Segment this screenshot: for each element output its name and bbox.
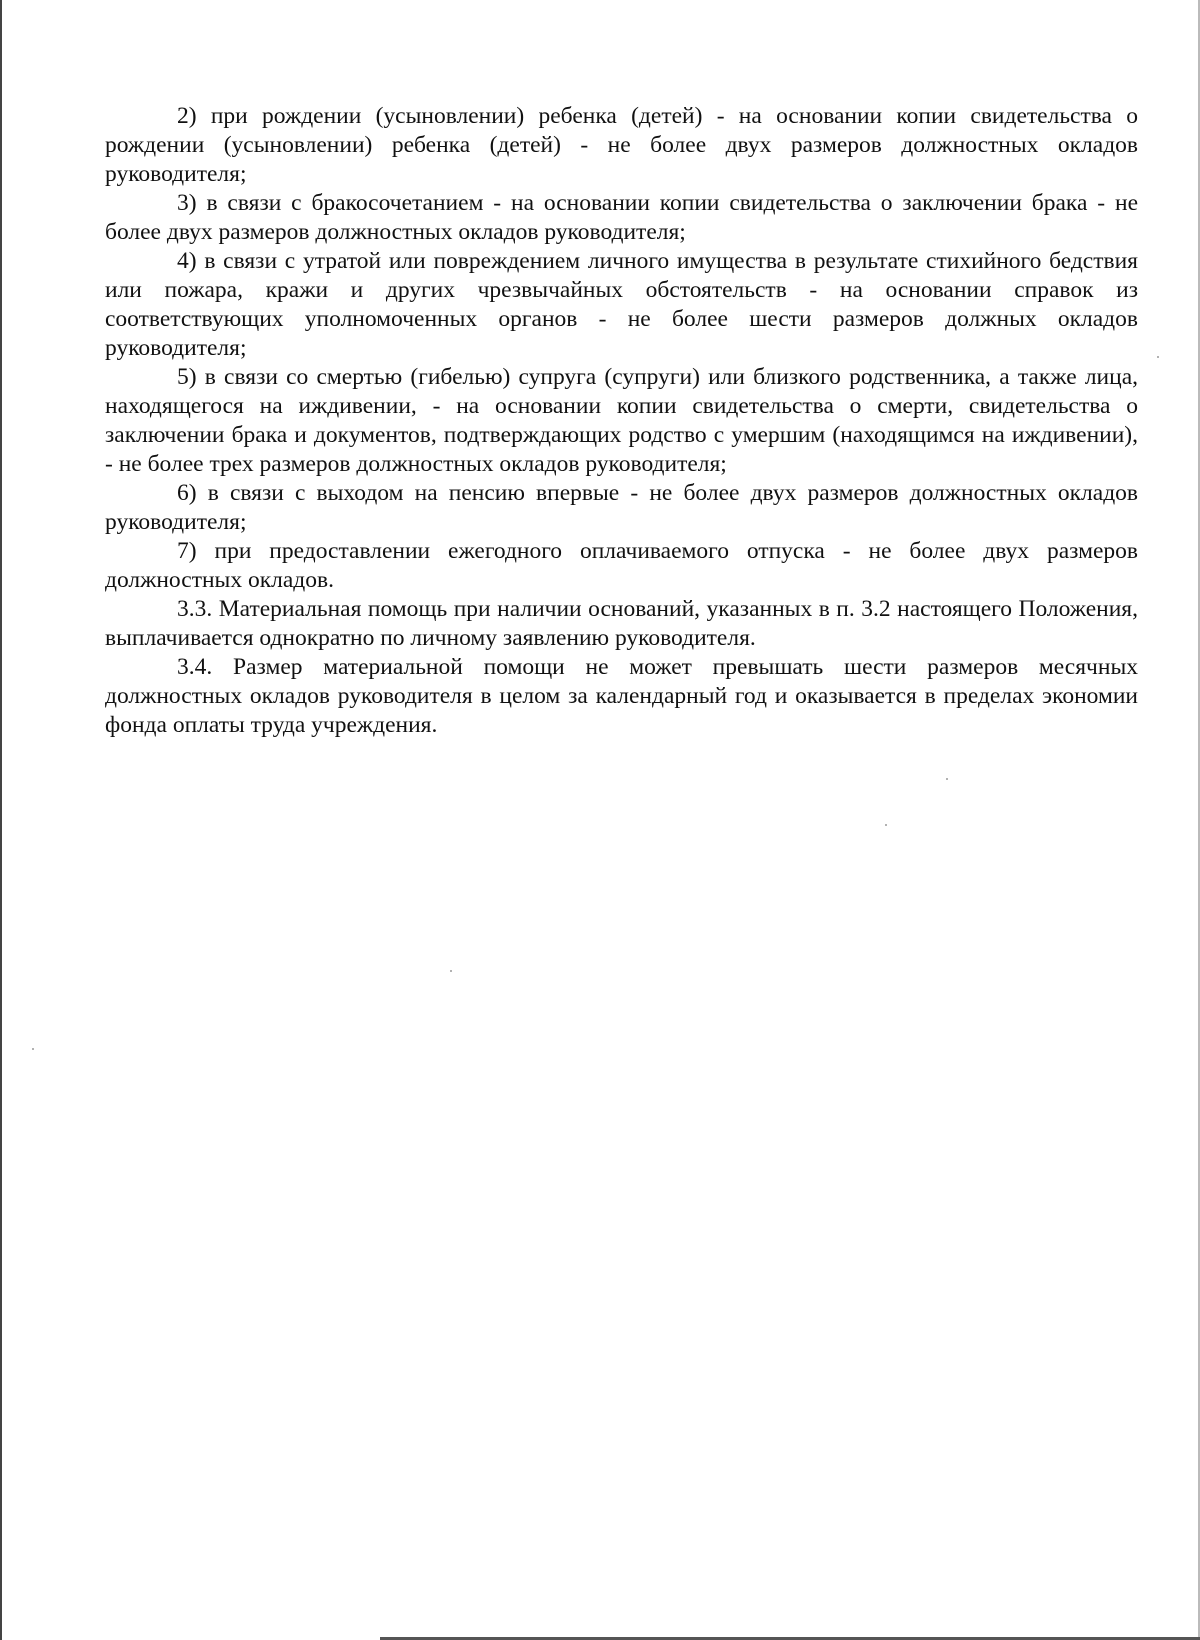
scan-speck xyxy=(32,1048,34,1050)
scan-edge-left xyxy=(0,0,2,1640)
list-item-5: 5) в связи со смертью (гибелью) супруга (супруги) или близкого родственника, а также лица, находящегося на иждивении, - на основании копии свидетельства о смерти, свидетельства о заключении брака и документов, подтверждающих родство с умершим (находящимся на иждивении), - не более трех размеров должностных окладов руководителя; xyxy=(105,364,1138,477)
clause-3-4: 3.4. Размер материальной помощи не может превышать шести размеров месячных должностных окладов руководителя в целом за календарный год и оказывается в пределах экономии фонда оплаты труда учреждения. xyxy=(105,654,1138,738)
list-item-4: 4) в связи с утратой или повреждением личного имущества в результате стихийного бедствия или пожара, кражи и других чрезвычайных обстоятельств - на основании справок из соответствующих уполномоченных органов - не более шести размеров должных окладов руководителя; xyxy=(105,248,1138,361)
scan-speck xyxy=(946,778,948,780)
list-item-7: 7) при предоставлении ежегодного оплачиваемого отпуска - не более двух размеров должностных окладов. xyxy=(105,538,1138,593)
document-body xyxy=(105,102,1138,740)
list-item-6: 6) в связи с выходом на пенсию впервые - не более двух размеров должностных окладов руководителя; xyxy=(105,480,1138,535)
scan-speck xyxy=(885,824,887,826)
scan-speck xyxy=(450,970,452,972)
scan-speck xyxy=(1157,356,1159,358)
list-item-3: 3) в связи с бракосочетанием - на основании копии свидетельства о заключении брака - не более двух размеров должностных окладов руководителя; xyxy=(105,190,1138,245)
clause-3-3: 3.3. Материальная помощь при наличии оснований, указанных в п. 3.2 настоящего Положения, выплачивается однократно по личному заявлению руководителя. xyxy=(105,596,1138,651)
list-item-2: 2) при рождении (усыновлении) ребенка (детей) - на основании копии свидетельства о рождении (усыновлении) ребенка (детей) - не более двух размеров должностных окладов руководителя; xyxy=(105,103,1138,187)
